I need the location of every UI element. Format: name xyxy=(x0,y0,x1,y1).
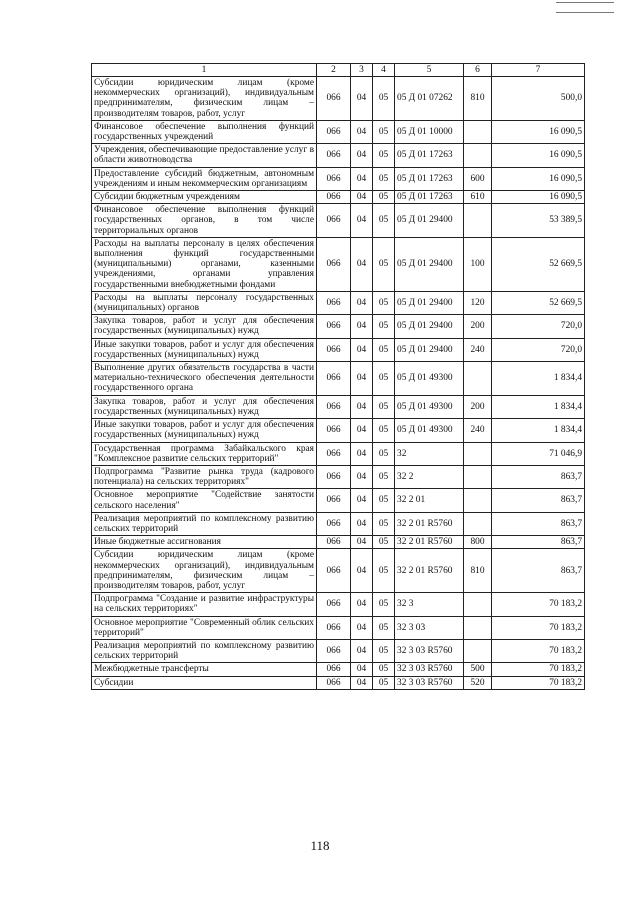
table-row xyxy=(92,512,585,535)
row-code-subsection: 05 xyxy=(373,465,395,488)
row-name: Расходы на выплаты персоналу в целях обеспечения выполнения функций государственными (муниципальными) органами, казенными учреждениями, органами управления государственными внебюджетными фондами xyxy=(92,237,317,291)
row-code-ministry: 066 xyxy=(317,338,351,361)
table-row xyxy=(92,77,585,121)
row-code-target: 32 3 03 R5760 xyxy=(395,639,464,662)
row-code-target: 05 Д 01 29400 xyxy=(395,291,464,314)
row-code-expense-type: 500 xyxy=(464,663,492,676)
row-code-ministry: 066 xyxy=(317,442,351,465)
row-code-expense-type: 100 xyxy=(464,237,492,291)
row-code-target: 05 Д 01 49300 xyxy=(395,395,464,418)
row-code-expense-type: 200 xyxy=(464,395,492,418)
header-col-5: 5 xyxy=(395,64,464,77)
row-code-expense-type xyxy=(464,593,492,616)
table-row xyxy=(92,676,585,689)
row-name: Учреждения, обеспечивающие предоставление услуг в области животноводства xyxy=(92,144,317,167)
table-row xyxy=(92,465,585,488)
row-code-ministry: 066 xyxy=(317,663,351,676)
row-code-expense-type: 800 xyxy=(464,536,492,549)
header-col-2: 2 xyxy=(317,64,351,77)
row-code-subsection: 05 xyxy=(373,77,395,121)
row-code-ministry: 066 xyxy=(317,549,351,593)
row-code-section: 04 xyxy=(351,419,373,442)
row-code-expense-type xyxy=(464,489,492,512)
row-amount: 1 834,4 xyxy=(492,362,585,396)
row-code-section: 04 xyxy=(351,291,373,314)
table-row xyxy=(92,338,585,361)
table-row xyxy=(92,204,585,238)
row-name: Иные закупки товаров, работ и услуг для обеспечения государственных (муниципальных) нужд xyxy=(92,419,317,442)
table-row xyxy=(92,536,585,549)
row-name: Государственная программа Забайкальского края "Комплексное развитие сельских территорий" xyxy=(92,442,317,465)
row-amount: 863,7 xyxy=(492,489,585,512)
table-row xyxy=(92,663,585,676)
row-code-expense-type: 200 xyxy=(464,315,492,338)
row-amount: 16 090,5 xyxy=(492,191,585,204)
row-code-section: 04 xyxy=(351,395,373,418)
row-code-subsection: 05 xyxy=(373,549,395,593)
row-code-section: 04 xyxy=(351,593,373,616)
row-name: Основное мероприятие "Современный облик сельских территорий" xyxy=(92,616,317,639)
table-row xyxy=(92,395,585,418)
row-code-ministry: 066 xyxy=(317,489,351,512)
row-code-expense-type: 600 xyxy=(464,167,492,190)
row-code-section: 04 xyxy=(351,237,373,291)
row-amount: 16 090,5 xyxy=(492,167,585,190)
row-amount: 70 183,2 xyxy=(492,593,585,616)
row-code-target: 05 Д 01 07262 xyxy=(395,77,464,121)
row-code-section: 04 xyxy=(351,191,373,204)
row-code-section: 04 xyxy=(351,167,373,190)
row-code-target: 32 2 01 R5760 xyxy=(395,512,464,535)
row-name: Иные закупки товаров, работ и услуг для обеспечения государственных (муниципальных) нужд xyxy=(92,338,317,361)
row-code-expense-type xyxy=(464,362,492,396)
row-code-subsection: 05 xyxy=(373,663,395,676)
row-code-expense-type xyxy=(464,144,492,167)
row-name: Подпрограмма "Развитие рынка труда (кадрового потенциала) на сельских территориях" xyxy=(92,465,317,488)
row-code-ministry: 066 xyxy=(317,639,351,662)
table-row xyxy=(92,639,585,662)
row-code-subsection: 05 xyxy=(373,315,395,338)
row-code-target: 32 2 01 R5760 xyxy=(395,549,464,593)
row-amount: 863,7 xyxy=(492,536,585,549)
row-code-subsection: 05 xyxy=(373,338,395,361)
row-amount: 16 090,5 xyxy=(492,120,585,143)
row-code-section: 04 xyxy=(351,616,373,639)
row-code-expense-type: 810 xyxy=(464,77,492,121)
row-code-ministry: 066 xyxy=(317,237,351,291)
row-code-subsection: 05 xyxy=(373,639,395,662)
row-code-target: 32 3 xyxy=(395,593,464,616)
row-amount: 720,0 xyxy=(492,338,585,361)
header-col-1: 1 xyxy=(92,64,317,77)
row-code-expense-type: 520 xyxy=(464,676,492,689)
table-row xyxy=(92,593,585,616)
row-code-expense-type xyxy=(464,616,492,639)
row-code-target: 05 Д 01 10000 xyxy=(395,120,464,143)
row-code-section: 04 xyxy=(351,442,373,465)
row-code-subsection: 05 xyxy=(373,616,395,639)
row-amount: 500,0 xyxy=(492,77,585,121)
row-code-expense-type: 240 xyxy=(464,338,492,361)
row-code-target: 32 xyxy=(395,442,464,465)
row-code-section: 04 xyxy=(351,489,373,512)
row-code-target: 05 Д 01 29400 xyxy=(395,204,464,238)
row-code-target: 05 Д 01 29400 xyxy=(395,315,464,338)
row-code-target: 05 Д 01 29400 xyxy=(395,338,464,361)
row-code-ministry: 066 xyxy=(317,77,351,121)
row-name: Реализация мероприятий по комплексному развитию сельских территорий xyxy=(92,512,317,535)
row-code-expense-type xyxy=(464,442,492,465)
row-code-target: 05 Д 01 17263 xyxy=(395,167,464,190)
row-code-expense-type xyxy=(464,512,492,535)
header-col-4: 4 xyxy=(373,64,395,77)
table-row xyxy=(92,549,585,593)
row-amount: 71 046,9 xyxy=(492,442,585,465)
row-code-ministry: 066 xyxy=(317,536,351,549)
row-name: Закупка товаров, работ и услуг для обеспечения государственных (муниципальных) нужд xyxy=(92,395,317,418)
header-col-3: 3 xyxy=(351,64,373,77)
row-name: Предоставление субсидий бюджетным, автономным учреждениям и иным некоммерческим организациям xyxy=(92,167,317,190)
row-amount: 1 834,4 xyxy=(492,395,585,418)
row-code-subsection: 05 xyxy=(373,419,395,442)
row-code-subsection: 05 xyxy=(373,191,395,204)
row-amount: 1 834,4 xyxy=(492,419,585,442)
row-code-section: 04 xyxy=(351,338,373,361)
row-code-section: 04 xyxy=(351,536,373,549)
table-row xyxy=(92,616,585,639)
scan-artifact xyxy=(520,0,640,14)
row-amount: 70 183,2 xyxy=(492,676,585,689)
table-row xyxy=(92,191,585,204)
table-row xyxy=(92,291,585,314)
row-code-ministry: 066 xyxy=(317,512,351,535)
row-code-expense-type: 810 xyxy=(464,549,492,593)
row-code-target: 32 3 03 R5760 xyxy=(395,676,464,689)
row-code-subsection: 05 xyxy=(373,489,395,512)
table-row xyxy=(92,442,585,465)
row-name: Субсидии бюджетным учреждениям xyxy=(92,191,317,204)
row-code-subsection: 05 xyxy=(373,204,395,238)
row-code-section: 04 xyxy=(351,549,373,593)
row-code-expense-type: 240 xyxy=(464,419,492,442)
row-code-target: 32 3 03 xyxy=(395,616,464,639)
row-name: Реализация мероприятий по комплексному развитию сельских территорий xyxy=(92,639,317,662)
table-header-row xyxy=(92,64,585,77)
row-name: Субсидии юридическим лицам (кроме некоммерческих организаций), индивидуальным предпринимателям, физическим лицам – производителям товаров, работ, услуг xyxy=(92,77,317,121)
row-code-target: 05 Д 01 17263 xyxy=(395,144,464,167)
row-code-ministry: 066 xyxy=(317,120,351,143)
row-name: Субсидии xyxy=(92,676,317,689)
row-amount: 16 090,5 xyxy=(492,144,585,167)
row-name: Основное мероприятие "Содействие занятости сельского населения" xyxy=(92,489,317,512)
row-code-target: 05 Д 01 49300 xyxy=(395,362,464,396)
row-amount: 863,7 xyxy=(492,512,585,535)
row-code-expense-type xyxy=(464,639,492,662)
row-code-section: 04 xyxy=(351,144,373,167)
row-code-ministry: 066 xyxy=(317,291,351,314)
row-code-section: 04 xyxy=(351,120,373,143)
row-code-ministry: 066 xyxy=(317,144,351,167)
row-amount: 720,0 xyxy=(492,315,585,338)
row-name: Субсидии юридическим лицам (кроме некоммерческих организаций), индивидуальным предпринимателям, физическим лицам – производителям товаров, работ, услуг xyxy=(92,549,317,593)
row-code-ministry: 066 xyxy=(317,204,351,238)
row-code-ministry: 066 xyxy=(317,362,351,396)
row-code-subsection: 05 xyxy=(373,536,395,549)
row-code-section: 04 xyxy=(351,465,373,488)
row-code-subsection: 05 xyxy=(373,167,395,190)
row-code-subsection: 05 xyxy=(373,395,395,418)
row-code-expense-type xyxy=(464,465,492,488)
row-code-ministry: 066 xyxy=(317,315,351,338)
row-code-expense-type: 120 xyxy=(464,291,492,314)
row-code-section: 04 xyxy=(351,204,373,238)
row-code-subsection: 05 xyxy=(373,442,395,465)
row-code-subsection: 05 xyxy=(373,362,395,396)
row-name: Финансовое обеспечение выполнения функций государственных органов, в том числе территориальных органов xyxy=(92,204,317,238)
row-code-ministry: 066 xyxy=(317,465,351,488)
row-amount: 52 669,5 xyxy=(492,291,585,314)
row-code-subsection: 05 xyxy=(373,593,395,616)
row-code-section: 04 xyxy=(351,676,373,689)
table-row xyxy=(92,144,585,167)
row-code-target: 32 2 01 xyxy=(395,489,464,512)
row-name: Закупка товаров, работ и услуг для обеспечения государственных (муниципальных) нужд xyxy=(92,315,317,338)
page-number: 118 xyxy=(310,838,330,853)
row-amount: 70 183,2 xyxy=(492,663,585,676)
row-code-ministry: 066 xyxy=(317,167,351,190)
table-row xyxy=(92,362,585,396)
row-code-expense-type: 610 xyxy=(464,191,492,204)
row-name: Межбюджетные трансферты xyxy=(92,663,317,676)
row-amount: 863,7 xyxy=(492,465,585,488)
table-row xyxy=(92,315,585,338)
row-code-subsection: 05 xyxy=(373,512,395,535)
row-code-ministry: 066 xyxy=(317,191,351,204)
row-code-section: 04 xyxy=(351,362,373,396)
row-code-target: 05 Д 01 49300 xyxy=(395,419,464,442)
row-code-ministry: 066 xyxy=(317,419,351,442)
row-code-ministry: 066 xyxy=(317,676,351,689)
row-code-section: 04 xyxy=(351,315,373,338)
row-code-target: 32 2 xyxy=(395,465,464,488)
row-amount: 70 183,2 xyxy=(492,639,585,662)
row-code-ministry: 066 xyxy=(317,395,351,418)
table-row xyxy=(92,167,585,190)
row-name: Финансовое обеспечение выполнения функций государственных учреждений xyxy=(92,120,317,143)
row-name: Подпрограмма "Создание и развитие инфраструктуры на сельских территориях" xyxy=(92,593,317,616)
row-code-expense-type xyxy=(464,204,492,238)
row-code-ministry: 066 xyxy=(317,593,351,616)
row-code-target: 05 Д 01 29400 xyxy=(395,237,464,291)
row-code-section: 04 xyxy=(351,639,373,662)
row-name: Иные бюджетные ассигнования xyxy=(92,536,317,549)
row-code-subsection: 05 xyxy=(373,676,395,689)
row-code-section: 04 xyxy=(351,663,373,676)
header-col-6: 6 xyxy=(464,64,492,77)
row-code-target: 05 Д 01 17263 xyxy=(395,191,464,204)
table-row xyxy=(92,237,585,291)
row-code-subsection: 05 xyxy=(373,291,395,314)
row-code-subsection: 05 xyxy=(373,120,395,143)
row-code-target: 32 3 03 R5760 xyxy=(395,663,464,676)
row-code-section: 04 xyxy=(351,512,373,535)
header-col-7: 7 xyxy=(492,64,585,77)
table-row xyxy=(92,419,585,442)
row-amount: 52 669,5 xyxy=(492,237,585,291)
row-code-ministry: 066 xyxy=(317,616,351,639)
table-row xyxy=(92,120,585,143)
row-code-target: 32 2 01 R5760 xyxy=(395,536,464,549)
row-code-subsection: 05 xyxy=(373,237,395,291)
row-amount: 53 389,5 xyxy=(492,204,585,238)
row-code-expense-type xyxy=(464,120,492,143)
row-name: Выполнение других обязательств государства в части материально-технического обеспечения деятельности государственного органа xyxy=(92,362,317,396)
table-row xyxy=(92,489,585,512)
row-amount: 863,7 xyxy=(492,549,585,593)
row-amount: 70 183,2 xyxy=(492,616,585,639)
budget-table xyxy=(91,63,585,690)
row-code-subsection: 05 xyxy=(373,144,395,167)
row-name: Расходы на выплаты персоналу государственных (муниципальных) органов xyxy=(92,291,317,314)
row-code-section: 04 xyxy=(351,77,373,121)
